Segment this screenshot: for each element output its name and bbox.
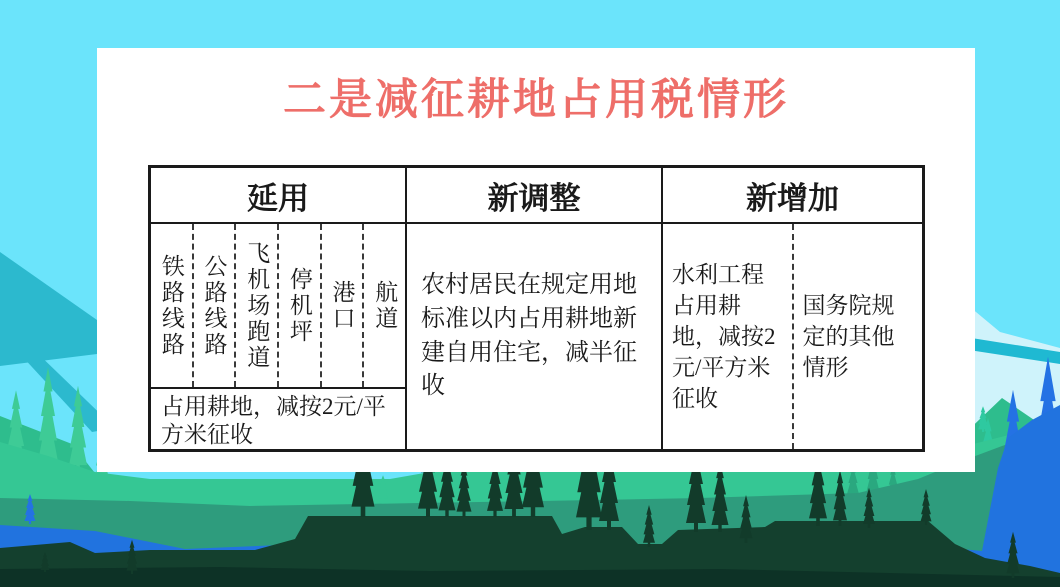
- col-header-newly-adjusted: 新调整: [405, 168, 661, 222]
- land-type-item: 航道: [362, 224, 405, 387]
- continued-rate-note: 占用耕地，减按2元/平方米征收: [151, 387, 405, 449]
- table-body-row: [151, 224, 922, 449]
- land-type-item: 停机坪: [277, 224, 320, 387]
- cell-newly-added: [661, 224, 922, 449]
- slide-card: [97, 48, 975, 472]
- land-type-item: 公路线路: [192, 224, 235, 387]
- land-type-list: [151, 224, 405, 387]
- land-type-item: 港口: [320, 224, 363, 387]
- cell-continued: [151, 224, 405, 449]
- newly-added-water-project: 水利工程占用耕地，减按2元/平方米征收: [672, 261, 776, 412]
- tax-reduction-table: [148, 165, 925, 452]
- col-header-continued: 延用: [247, 180, 309, 216]
- land-type-item: 飞机场跑道: [234, 224, 277, 387]
- newly-adjusted-text: 农村居民在规定用地标准以内占用耕地新建自用住宅，减半征收: [421, 272, 637, 400]
- slide-title: 二是减征耕地占用税情形: [283, 76, 789, 124]
- newly-added-other-cases: 国务院规定的其他情形: [792, 224, 923, 449]
- col-header-newly-added: 新增加: [661, 168, 922, 222]
- cell-newly-adjusted: [405, 224, 661, 449]
- land-type-item: 铁路线路: [158, 253, 184, 358]
- table-header-row: [151, 168, 922, 224]
